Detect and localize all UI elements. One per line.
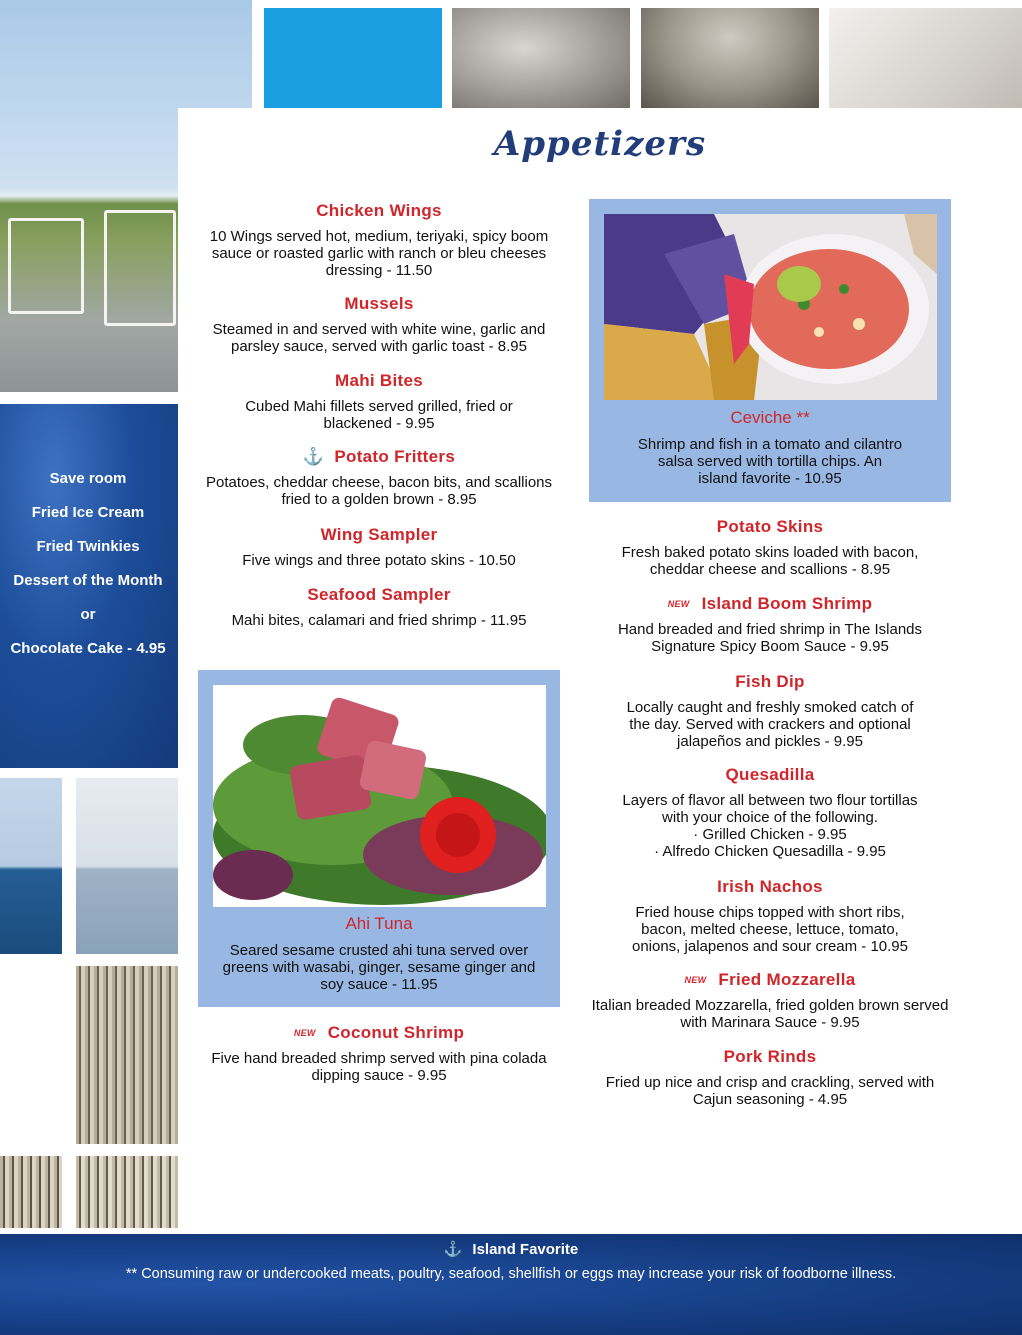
item-desc: Cubed Mahi fillets served grilled, fried or blackened - 9.95 [245, 398, 513, 432]
item-name [210, 1023, 548, 1043]
item-desc: Potatoes, cheddar cheese, bacon bits, and scallions fried to a golden brown - 8.95 [205, 474, 553, 508]
feature-desc: Shrimp and fish in a tomato and cilantro salsa served with tortilla chips. An island favorite - 10.95 [637, 436, 903, 487]
menu-item-potato-fritters [200, 447, 558, 508]
island-favorite-legend [0, 1240, 1022, 1258]
item-name: Mussels [344, 294, 414, 313]
new-badge: NEW [667, 599, 690, 609]
feature-name: Ceviche ** [730, 408, 810, 427]
item-desc-line: · Alfredo Chicken Quesadilla - 9.95 [654, 843, 886, 860]
item-name: Seafood Sampler [307, 585, 451, 604]
dessert-line: Fried Twinkies [36, 538, 140, 555]
item-name: Chicken Wings [316, 201, 442, 220]
dessert-line: Fried Ice Cream [31, 504, 145, 521]
item-desc: Five wings and three potato skins - 10.50 [242, 552, 516, 569]
item-name: Fish Dip [735, 672, 805, 691]
menu-item-chicken-wings [205, 201, 553, 279]
item-desc: Italian breaded Mozzarella, fried golden brown served with Marinara Sauce - 9.95 [591, 997, 949, 1031]
item-desc: Fresh baked potato skins loaded with bacon, cheddar cheese and scallions - 8.95 [621, 544, 919, 578]
fence-photo [76, 966, 178, 1144]
item-name: Mahi Bites [334, 371, 424, 390]
item-name [200, 447, 558, 467]
menu-item-irish-nachos [620, 877, 920, 955]
dessert-line: Dessert of the Month [13, 572, 163, 589]
item-desc: Five hand breaded shrimp served with pina colada dipping sauce - 9.95 [211, 1050, 547, 1084]
item-name-text: Fried Mozzarella [718, 970, 856, 989]
menu-item-mahi-bites [225, 371, 533, 432]
item-desc: Hand breaded and fried shrimp in The Islands Signature Spicy Boom Sauce - 9.95 [617, 621, 923, 655]
item-desc: Fried up nice and crisp and crackling, served with Cajun seasoning - 4.95 [605, 1074, 935, 1108]
ahi-tuna-illustration [213, 685, 546, 907]
feature-ceviche [589, 199, 951, 502]
blue-tile [264, 8, 442, 108]
ceviche-illustration [604, 214, 937, 400]
island-favorite-label: Island Favorite [472, 1241, 579, 1258]
new-badge: NEW [684, 975, 707, 985]
item-name: Potato Skins [716, 517, 824, 536]
menu-item-seafood-sampler [200, 585, 558, 629]
menu-item-potato-skins [600, 517, 940, 578]
anchor-icon: ⚓ [302, 447, 325, 466]
feature-desc: Seared sesame crusted ahi tuna served over greens with wasabi, ginger, sesame ginger and soy sauce - 11.95 [222, 942, 536, 993]
anchor-icon: ⚓ [443, 1241, 463, 1258]
item-desc: 10 Wings served hot, medium, teriyaki, spicy boom sauce or roasted garlic with ranch or bleu cheeses dressing - 11.50 [209, 228, 549, 279]
dessert-line: Save room [49, 470, 127, 487]
sea-photo [76, 778, 178, 954]
feature-ahi-tuna [198, 670, 560, 1007]
item-desc: Steamed in and served with white wine, garlic and parsley sauce, served with garlic toast - 8.95 [212, 321, 546, 355]
menu-item-pork-rinds [600, 1047, 940, 1108]
item-desc: Locally caught and freshly smoked catch of the day. Served with crackers and optional jalapeños and pickles - 9.95 [626, 699, 914, 750]
sand-photo [829, 8, 1022, 108]
fence-photo [0, 1156, 62, 1228]
ahi-tuna-photo [213, 685, 546, 907]
item-name: Wing Sampler [320, 525, 438, 544]
item-name: Irish Nachos [717, 877, 823, 896]
menu-item-fried-mozzarella [590, 970, 950, 1031]
rock-photo [641, 8, 819, 108]
chair-shape [8, 218, 84, 314]
menu-item-fish-dip [620, 672, 920, 750]
sea-photo [0, 778, 62, 954]
item-desc-line: Layers of flavor all between two flour tortillas [622, 792, 918, 809]
ceviche-photo [604, 214, 937, 400]
dessert-line: Chocolate Cake - 4.95 [10, 640, 166, 657]
menu-item-coconut-shrimp [210, 1023, 548, 1084]
item-name: Pork Rinds [723, 1047, 817, 1066]
dessert-line: or [80, 606, 96, 623]
fence-photo [76, 1156, 178, 1228]
menu-item-island-boom-shrimp [600, 594, 940, 655]
menu-item-wing-sampler [200, 525, 558, 569]
page-title: Appetizers [493, 124, 707, 164]
item-desc-line: with your choice of the following. [662, 809, 878, 826]
foodborne-illness-note: ** Consuming raw or undercooked meats, poultry, seafood, shellfish or eggs may increase your risk of foodborne illness. [125, 1266, 897, 1282]
item-name-text: Potato Fritters [334, 447, 456, 466]
item-name-text: Coconut Shrimp [327, 1023, 465, 1042]
rock-photo [452, 8, 630, 108]
dessert-list [0, 470, 176, 674]
new-badge: NEW [293, 1028, 316, 1038]
item-desc: Mahi bites, calamari and fried shrimp - 11.95 [231, 612, 527, 629]
item-name: Quesadilla [725, 765, 815, 784]
feature-name: Ahi Tuna [345, 914, 413, 933]
menu-item-mussels [205, 294, 553, 355]
menu-item-quesadilla [600, 765, 940, 860]
item-name-text: Island Boom Shrimp [701, 594, 873, 613]
item-name [590, 970, 950, 990]
item-desc: Fried house chips topped with short ribs, bacon, melted cheese, lettuce, tomato, onions, jalapenos and sour cream - 10.95 [631, 904, 908, 955]
item-desc-line: · Grilled Chicken - 9.95 [693, 826, 847, 843]
chair-shape [104, 210, 176, 326]
item-name [600, 594, 940, 614]
